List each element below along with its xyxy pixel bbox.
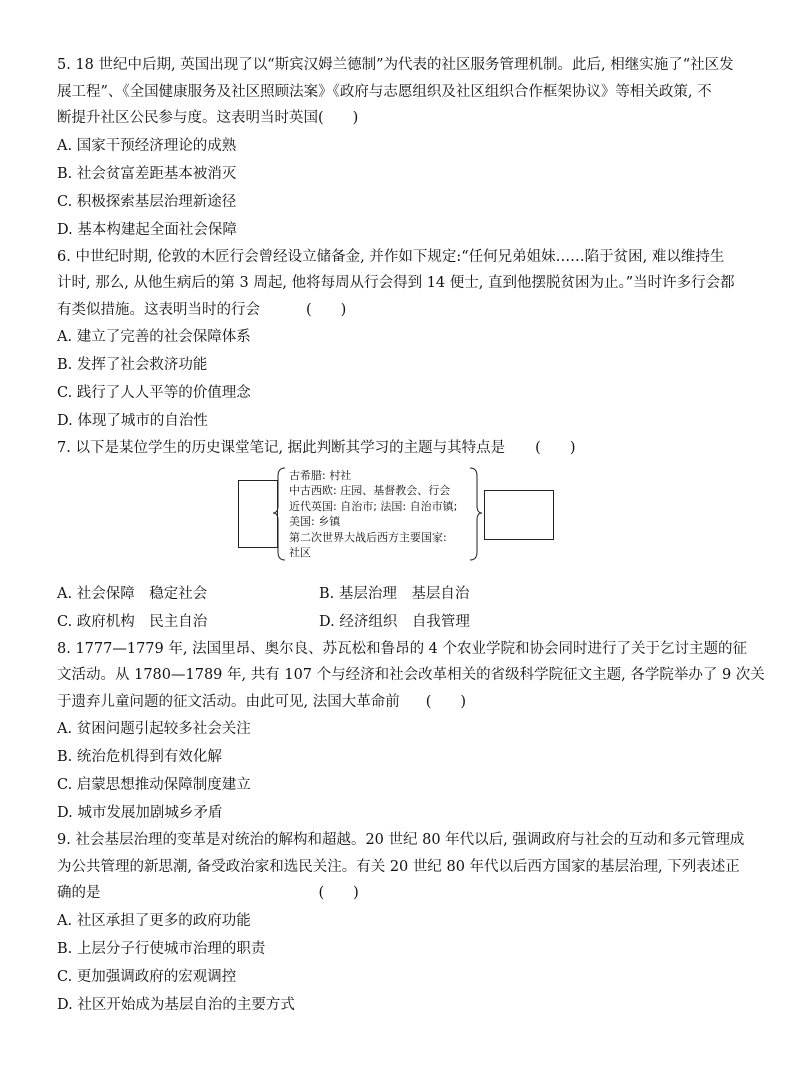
option-b: B. 基层治理 基层自治 bbox=[319, 585, 470, 602]
question-5 bbox=[57, 52, 747, 244]
notes-item: 古希腊: 村社 bbox=[289, 468, 352, 482]
question-stem-end: 有类似措施。这表明当时的行会 bbox=[57, 301, 260, 318]
question-text-line: 5. 18 世纪中后期, 英国出现了以“斯宾汉姆兰德制”为代表的社区服务管理机制。此后, 相继实施了“社区发 bbox=[57, 57, 734, 73]
option-d: D. 社区开始成为基层自治的主要方式 bbox=[57, 996, 295, 1013]
notes-item: 社区 bbox=[289, 546, 311, 559]
exam-page bbox=[57, 52, 765, 1019]
notes-item: 近代英国: 自治市; 法国: 自治市镇; bbox=[289, 499, 458, 513]
question-stem-end: 于遗弃儿童问题的征文活动。由此可见, 法国大革命前 bbox=[57, 693, 400, 710]
option-b: B. 上层分子行使城市治理的职责 bbox=[57, 940, 266, 957]
answer-bracket: ( ) bbox=[318, 885, 359, 901]
question-7 bbox=[57, 435, 747, 636]
question-6 bbox=[57, 244, 747, 436]
option-c: C. 更加强调政府的宏观调控 bbox=[57, 968, 237, 985]
question-stem-end: 确的是 bbox=[57, 885, 101, 901]
question-8 bbox=[57, 636, 765, 828]
option-a: A. 国家干预经济理论的成熟 bbox=[57, 137, 237, 154]
option-a: A. 社区承担了更多的政府功能 bbox=[57, 912, 251, 929]
question-text-line bbox=[57, 689, 747, 716]
question-text-line: 6. 中世纪时期, 伦敦的木匠行会曾经设立储备金, 并作如下规定:“任何兄弟姐妹……陷于贫困, 难以维持生 bbox=[57, 248, 725, 265]
question-text-line: 展工程”、《全国健康服务及社区照顾法案》《政府与志愿组织及社区组织合作框架协议》等相关政策, 不 bbox=[57, 83, 712, 100]
option-c: C. 践行了人人平等的价值理念 bbox=[57, 385, 251, 401]
notes-item: 第二次世界大战后西方主要国家: bbox=[289, 530, 447, 544]
option-c: C. 启蒙思想推动保障制度建立 bbox=[57, 777, 251, 793]
question-text-line: 为公共管理的新思潮, 备受政治家和选民关注。有关 20 世纪 80 年代以后西方国家的基层治理, 下列表述正 bbox=[57, 858, 740, 875]
question-stem: 7. 以下是某位学生的历史课堂笔记, 据此判断其学习的主题与其特点是 bbox=[57, 440, 506, 456]
option-a: A. 建立了完善的社会保障体系 bbox=[57, 329, 251, 345]
blank-box-right bbox=[484, 490, 554, 540]
option-row bbox=[57, 580, 747, 608]
answer-bracket: ( ) bbox=[535, 440, 576, 456]
option-d: D. 基本构建起全面社会保障 bbox=[57, 221, 237, 238]
question-text-line: 9. 社会基层治理的变革是对统治的解构和超越。20 世纪 80 年代以后, 强调政府与社会的互动和多元管理成 bbox=[57, 832, 745, 848]
question-text-line: 断提升社区公民参与度。这表明当时英国( ) bbox=[57, 110, 359, 126]
option-d: D. 体现了城市的自治性 bbox=[57, 413, 208, 429]
notes-diagram bbox=[57, 466, 747, 576]
option-b: B. 统治危机得到有效化解 bbox=[57, 749, 222, 765]
question-text-line bbox=[57, 297, 747, 324]
option-d: D. 城市发展加剧城乡矛盾 bbox=[57, 805, 223, 821]
question-text-line bbox=[57, 880, 747, 907]
question-text-line: 计时, 那么, 从他生病后的第 3 周起, 他将每周从行会得到 14 便士, 直到他摆脱贫困为止。”当时许多行会都 bbox=[57, 275, 735, 291]
option-b: B. 发挥了社会救济功能 bbox=[57, 357, 208, 373]
option-b: B. 社会贫富差距基本被消灭 bbox=[57, 165, 237, 182]
option-c: C. 政府机构 民主自治 bbox=[57, 613, 208, 630]
question-text-line bbox=[57, 435, 747, 462]
question-9 bbox=[57, 827, 747, 1019]
option-a: A. 贫困问题引起较多社会关注 bbox=[57, 721, 251, 737]
notes-item: 中古西欧: 庄园、基督教会、行会 bbox=[289, 484, 451, 497]
option-row bbox=[57, 608, 747, 636]
option-d: D. 经济组织 自我管理 bbox=[319, 613, 470, 630]
answer-bracket: ( ) bbox=[306, 301, 347, 318]
notes-item: 美国: 乡镇 bbox=[289, 515, 341, 528]
question-text-line: 文活动。从 1780—1789 年, 共有 107 个与经济和社会改革相关的省级科学院征文主题, 各学院举办了 9 次关 bbox=[57, 667, 765, 683]
option-a: A. 社会保障 稳定社会 bbox=[57, 585, 208, 602]
question-text-line: 8. 1777—1779 年, 法国里昂、奥尔良、苏瓦松和鲁昂的 4 个农业学院和协会同时进行了关于乞讨主题的征 bbox=[57, 640, 748, 657]
answer-bracket: ( ) bbox=[425, 693, 467, 710]
notes-list bbox=[289, 468, 457, 561]
option-c: C. 积极探索基层治理新途径 bbox=[57, 193, 237, 210]
